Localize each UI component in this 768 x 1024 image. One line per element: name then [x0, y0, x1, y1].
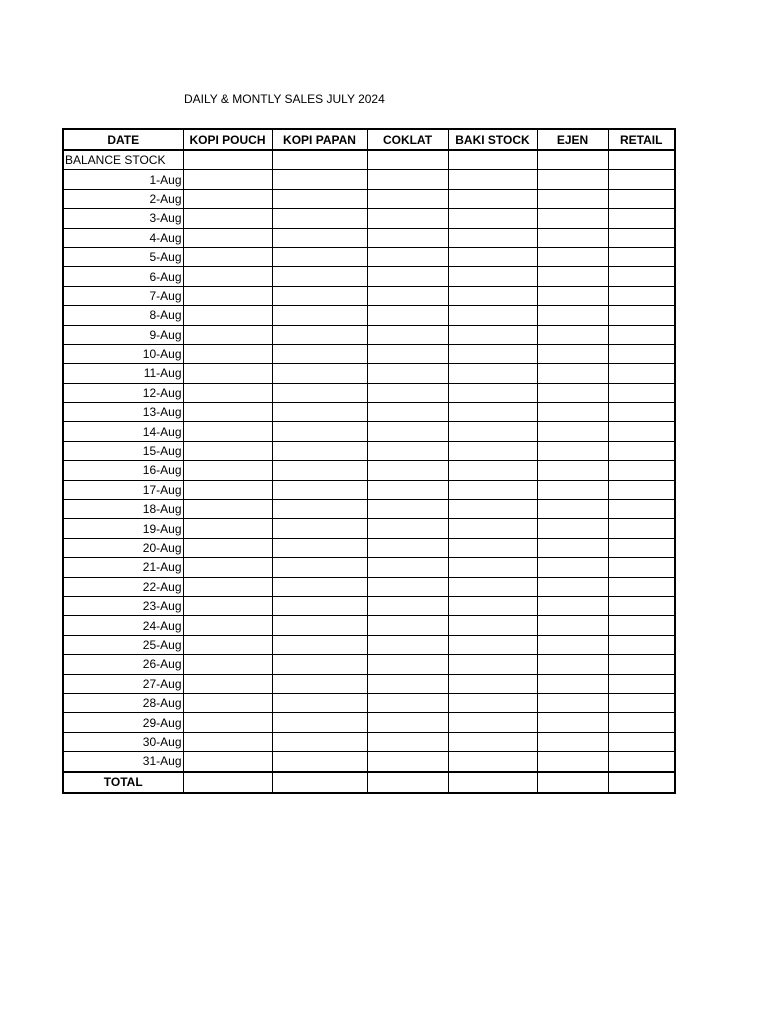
- cell[interactable]: [608, 596, 675, 615]
- balance-stock-row: [63, 150, 675, 170]
- cell[interactable]: [272, 364, 367, 383]
- cell[interactable]: [537, 732, 608, 751]
- cell[interactable]: [367, 364, 448, 383]
- cell[interactable]: [448, 519, 537, 538]
- cell[interactable]: [448, 403, 537, 422]
- date-cell[interactable]: 7-Aug: [63, 286, 183, 305]
- cell[interactable]: [367, 228, 448, 247]
- cell[interactable]: [183, 732, 272, 751]
- cell[interactable]: [537, 422, 608, 441]
- cell[interactable]: [367, 538, 448, 557]
- cell[interactable]: [537, 500, 608, 519]
- cell[interactable]: [272, 655, 367, 674]
- cell[interactable]: [272, 170, 367, 189]
- cell[interactable]: [367, 209, 448, 228]
- date-cell[interactable]: 9-Aug: [63, 325, 183, 344]
- cell[interactable]: [367, 325, 448, 344]
- cell[interactable]: [448, 209, 537, 228]
- date-row: [63, 577, 675, 596]
- cell[interactable]: [367, 170, 448, 189]
- cell[interactable]: [608, 772, 675, 793]
- cell[interactable]: [608, 364, 675, 383]
- cell[interactable]: [367, 713, 448, 732]
- cell[interactable]: [608, 519, 675, 538]
- cell[interactable]: [537, 267, 608, 286]
- cell[interactable]: [272, 247, 367, 266]
- cell[interactable]: [367, 383, 448, 402]
- cell[interactable]: [537, 441, 608, 460]
- cell[interactable]: [367, 189, 448, 208]
- cell[interactable]: [367, 422, 448, 441]
- date-cell[interactable]: 29-Aug: [63, 713, 183, 732]
- cell[interactable]: [448, 267, 537, 286]
- date-cell[interactable]: 2-Aug: [63, 189, 183, 208]
- cell[interactable]: [272, 480, 367, 499]
- cell[interactable]: [183, 306, 272, 325]
- date-cell[interactable]: 11-Aug: [63, 364, 183, 383]
- cell[interactable]: [448, 461, 537, 480]
- cell[interactable]: [367, 674, 448, 693]
- cell[interactable]: [537, 635, 608, 654]
- cell[interactable]: [608, 209, 675, 228]
- cell[interactable]: [608, 732, 675, 751]
- date-row: [63, 325, 675, 344]
- header-row: [63, 129, 675, 150]
- col-header-kopi-pouch[interactable]: KOPI POUCH: [183, 129, 272, 150]
- cell[interactable]: [448, 596, 537, 615]
- cell[interactable]: [537, 752, 608, 772]
- cell[interactable]: [367, 752, 448, 772]
- cell[interactable]: [448, 150, 537, 170]
- date-cell[interactable]: 25-Aug: [63, 635, 183, 654]
- date-cell[interactable]: 18-Aug: [63, 500, 183, 519]
- date-row: [63, 247, 675, 266]
- cell[interactable]: [367, 267, 448, 286]
- cell[interactable]: [367, 558, 448, 577]
- cell[interactable]: [272, 286, 367, 305]
- cell[interactable]: [608, 674, 675, 693]
- date-cell[interactable]: 15-Aug: [63, 441, 183, 460]
- cell[interactable]: [272, 422, 367, 441]
- date-cell[interactable]: 30-Aug: [63, 732, 183, 751]
- cell[interactable]: [367, 655, 448, 674]
- cell[interactable]: [183, 596, 272, 615]
- cell[interactable]: [537, 538, 608, 557]
- date-cell[interactable]: 19-Aug: [63, 519, 183, 538]
- cell[interactable]: [183, 209, 272, 228]
- date-cell[interactable]: 3-Aug: [63, 209, 183, 228]
- cell[interactable]: [272, 500, 367, 519]
- cell[interactable]: [183, 500, 272, 519]
- date-cell[interactable]: 28-Aug: [63, 693, 183, 712]
- cell[interactable]: [448, 325, 537, 344]
- date-row: [63, 461, 675, 480]
- date-row: [63, 752, 675, 772]
- col-header-kopi-papan[interactable]: KOPI PAPAN: [272, 129, 367, 150]
- cell[interactable]: [608, 480, 675, 499]
- cell[interactable]: [448, 693, 537, 712]
- cell[interactable]: [367, 693, 448, 712]
- cell[interactable]: [448, 441, 537, 460]
- cell[interactable]: [537, 577, 608, 596]
- cell[interactable]: [272, 228, 367, 247]
- cell[interactable]: [608, 713, 675, 732]
- date-row: [63, 286, 675, 305]
- cell[interactable]: [183, 655, 272, 674]
- cell[interactable]: [448, 286, 537, 305]
- cell[interactable]: [537, 596, 608, 615]
- cell[interactable]: [537, 674, 608, 693]
- cell[interactable]: [367, 577, 448, 596]
- cell[interactable]: [448, 538, 537, 557]
- cell[interactable]: [537, 480, 608, 499]
- cell[interactable]: [367, 441, 448, 460]
- cell[interactable]: [183, 713, 272, 732]
- date-row: [63, 713, 675, 732]
- cell[interactable]: [272, 441, 367, 460]
- cell[interactable]: [448, 752, 537, 772]
- cell[interactable]: [448, 228, 537, 247]
- cell[interactable]: [183, 189, 272, 208]
- cell[interactable]: [608, 577, 675, 596]
- cell[interactable]: [183, 383, 272, 402]
- cell[interactable]: [183, 364, 272, 383]
- cell[interactable]: [448, 577, 537, 596]
- date-cell[interactable]: 22-Aug: [63, 577, 183, 596]
- balance-stock-label[interactable]: BALANCE STOCK: [63, 150, 183, 170]
- date-row: [63, 674, 675, 693]
- cell[interactable]: [537, 558, 608, 577]
- cell[interactable]: [448, 558, 537, 577]
- cell[interactable]: [448, 500, 537, 519]
- date-cell[interactable]: 13-Aug: [63, 403, 183, 422]
- cell[interactable]: [272, 713, 367, 732]
- cell[interactable]: [608, 635, 675, 654]
- col-header-date[interactable]: DATE: [63, 129, 183, 150]
- cell[interactable]: [367, 247, 448, 266]
- cell[interactable]: [537, 713, 608, 732]
- date-row: [63, 170, 675, 189]
- cell[interactable]: [272, 461, 367, 480]
- cell[interactable]: [272, 752, 367, 772]
- cell[interactable]: [183, 344, 272, 363]
- date-cell[interactable]: 8-Aug: [63, 306, 183, 325]
- cell[interactable]: [272, 772, 367, 793]
- cell[interactable]: [183, 403, 272, 422]
- cell[interactable]: [537, 344, 608, 363]
- cell[interactable]: [537, 228, 608, 247]
- cell[interactable]: [608, 344, 675, 363]
- date-row: [63, 480, 675, 499]
- total-row: [63, 772, 675, 793]
- cell[interactable]: [367, 480, 448, 499]
- cell[interactable]: [367, 344, 448, 363]
- cell[interactable]: [448, 655, 537, 674]
- cell[interactable]: [272, 674, 367, 693]
- cell[interactable]: [537, 364, 608, 383]
- col-header-coklat[interactable]: COKLAT: [367, 129, 448, 150]
- date-cell[interactable]: 27-Aug: [63, 674, 183, 693]
- cell[interactable]: [537, 286, 608, 305]
- cell[interactable]: [183, 558, 272, 577]
- date-cell[interactable]: 6-Aug: [63, 267, 183, 286]
- date-cell[interactable]: 16-Aug: [63, 461, 183, 480]
- cell[interactable]: [367, 519, 448, 538]
- cell[interactable]: [608, 170, 675, 189]
- date-row: [63, 558, 675, 577]
- cell[interactable]: [367, 286, 448, 305]
- date-cell[interactable]: 4-Aug: [63, 228, 183, 247]
- cell[interactable]: [448, 364, 537, 383]
- cell[interactable]: [448, 480, 537, 499]
- cell[interactable]: [183, 461, 272, 480]
- date-cell[interactable]: 21-Aug: [63, 558, 183, 577]
- cell[interactable]: [608, 403, 675, 422]
- cell[interactable]: [537, 772, 608, 793]
- cell[interactable]: [272, 558, 367, 577]
- col-header-baki-stock[interactable]: BAKI STOCK: [448, 129, 537, 150]
- cell[interactable]: [537, 170, 608, 189]
- cell[interactable]: [183, 325, 272, 344]
- cell[interactable]: [367, 772, 448, 793]
- cell[interactable]: [272, 577, 367, 596]
- cell[interactable]: [272, 519, 367, 538]
- cell[interactable]: [608, 500, 675, 519]
- date-cell[interactable]: 20-Aug: [63, 538, 183, 557]
- date-row: [63, 538, 675, 557]
- cell[interactable]: [608, 286, 675, 305]
- cell[interactable]: [183, 170, 272, 189]
- cell[interactable]: [183, 772, 272, 793]
- cell[interactable]: [367, 306, 448, 325]
- cell[interactable]: [183, 519, 272, 538]
- cell[interactable]: [272, 150, 367, 170]
- date-cell[interactable]: 14-Aug: [63, 422, 183, 441]
- date-row: [63, 267, 675, 286]
- date-row: [63, 441, 675, 460]
- cell[interactable]: [367, 596, 448, 615]
- col-header-ejen[interactable]: EJEN: [537, 129, 608, 150]
- cell[interactable]: [448, 344, 537, 363]
- cell[interactable]: [272, 635, 367, 654]
- cell[interactable]: [608, 538, 675, 557]
- cell[interactable]: [537, 209, 608, 228]
- cell[interactable]: [448, 772, 537, 793]
- cell[interactable]: [608, 461, 675, 480]
- cell[interactable]: [183, 538, 272, 557]
- date-cell[interactable]: 31-Aug: [63, 752, 183, 772]
- date-row: [63, 403, 675, 422]
- cell[interactable]: [183, 286, 272, 305]
- cell[interactable]: [272, 732, 367, 751]
- cell[interactable]: [272, 403, 367, 422]
- cell[interactable]: [183, 150, 272, 170]
- date-row: [63, 422, 675, 441]
- cell[interactable]: [537, 403, 608, 422]
- total-label[interactable]: TOTAL: [63, 772, 183, 793]
- cell[interactable]: [608, 693, 675, 712]
- cell[interactable]: [367, 500, 448, 519]
- date-cell[interactable]: 24-Aug: [63, 616, 183, 635]
- date-cell[interactable]: 10-Aug: [63, 344, 183, 363]
- cell[interactable]: [608, 383, 675, 402]
- cell[interactable]: [608, 752, 675, 772]
- cell[interactable]: [537, 655, 608, 674]
- cell[interactable]: [272, 306, 367, 325]
- date-cell[interactable]: 23-Aug: [63, 596, 183, 615]
- cell[interactable]: [183, 752, 272, 772]
- date-cell[interactable]: 1-Aug: [63, 170, 183, 189]
- cell[interactable]: [367, 461, 448, 480]
- cell[interactable]: [367, 403, 448, 422]
- cell[interactable]: [608, 616, 675, 635]
- cell[interactable]: [272, 209, 367, 228]
- date-row: [63, 364, 675, 383]
- cell[interactable]: [448, 616, 537, 635]
- cell[interactable]: [537, 189, 608, 208]
- cell[interactable]: [448, 732, 537, 751]
- cell[interactable]: [608, 228, 675, 247]
- cell[interactable]: [367, 732, 448, 751]
- cell[interactable]: [537, 325, 608, 344]
- date-cell[interactable]: 5-Aug: [63, 247, 183, 266]
- date-row: [63, 732, 675, 751]
- cell[interactable]: [608, 422, 675, 441]
- cell[interactable]: [448, 635, 537, 654]
- date-row: [63, 655, 675, 674]
- col-header-retail[interactable]: RETAIL: [608, 129, 675, 150]
- cell[interactable]: [183, 480, 272, 499]
- date-row: [63, 635, 675, 654]
- cell[interactable]: [537, 247, 608, 266]
- cell[interactable]: [272, 538, 367, 557]
- cell[interactable]: [448, 306, 537, 325]
- cell[interactable]: [448, 170, 537, 189]
- cell[interactable]: [183, 577, 272, 596]
- cell[interactable]: [367, 150, 448, 170]
- date-row: [63, 306, 675, 325]
- cell[interactable]: [608, 306, 675, 325]
- cell[interactable]: [183, 693, 272, 712]
- date-row: [63, 500, 675, 519]
- cell[interactable]: [448, 189, 537, 208]
- date-row: [63, 596, 675, 615]
- sheet-title: DAILY & MONTLY SALES JULY 2024: [184, 92, 385, 106]
- date-row: [63, 189, 675, 208]
- cell[interactable]: [537, 461, 608, 480]
- cell[interactable]: [448, 422, 537, 441]
- cell[interactable]: [448, 247, 537, 266]
- cell[interactable]: [183, 267, 272, 286]
- cell[interactable]: [448, 674, 537, 693]
- cell[interactable]: [272, 616, 367, 635]
- cell[interactable]: [272, 325, 367, 344]
- cell[interactable]: [183, 635, 272, 654]
- cell[interactable]: [272, 267, 367, 286]
- cell[interactable]: [183, 247, 272, 266]
- cell[interactable]: [272, 189, 367, 208]
- cell[interactable]: [537, 383, 608, 402]
- cell[interactable]: [183, 441, 272, 460]
- cell[interactable]: [608, 247, 675, 266]
- cell[interactable]: [448, 713, 537, 732]
- date-row: [63, 616, 675, 635]
- cell[interactable]: [367, 635, 448, 654]
- cell[interactable]: [537, 693, 608, 712]
- cell[interactable]: [272, 344, 367, 363]
- cell[interactable]: [272, 693, 367, 712]
- cell[interactable]: [183, 674, 272, 693]
- date-row: [63, 383, 675, 402]
- date-row: [63, 519, 675, 538]
- cell[interactable]: [608, 441, 675, 460]
- cell[interactable]: [537, 306, 608, 325]
- date-row: [63, 693, 675, 712]
- cell[interactable]: [608, 655, 675, 674]
- cell[interactable]: [608, 325, 675, 344]
- date-row: [63, 209, 675, 228]
- cell[interactable]: [608, 267, 675, 286]
- cell[interactable]: [183, 616, 272, 635]
- cell[interactable]: [608, 150, 675, 170]
- cell[interactable]: [537, 150, 608, 170]
- cell[interactable]: [367, 616, 448, 635]
- cell[interactable]: [448, 383, 537, 402]
- cell[interactable]: [537, 616, 608, 635]
- cell[interactable]: [608, 189, 675, 208]
- cell[interactable]: [272, 596, 367, 615]
- date-row: [63, 344, 675, 363]
- date-row: [63, 228, 675, 247]
- date-cell[interactable]: 12-Aug: [63, 383, 183, 402]
- cell[interactable]: [608, 558, 675, 577]
- cell[interactable]: [183, 422, 272, 441]
- cell[interactable]: [272, 383, 367, 402]
- date-cell[interactable]: 17-Aug: [63, 480, 183, 499]
- sales-table: [62, 128, 676, 794]
- cell[interactable]: [537, 519, 608, 538]
- cell[interactable]: [183, 228, 272, 247]
- date-cell[interactable]: 26-Aug: [63, 655, 183, 674]
